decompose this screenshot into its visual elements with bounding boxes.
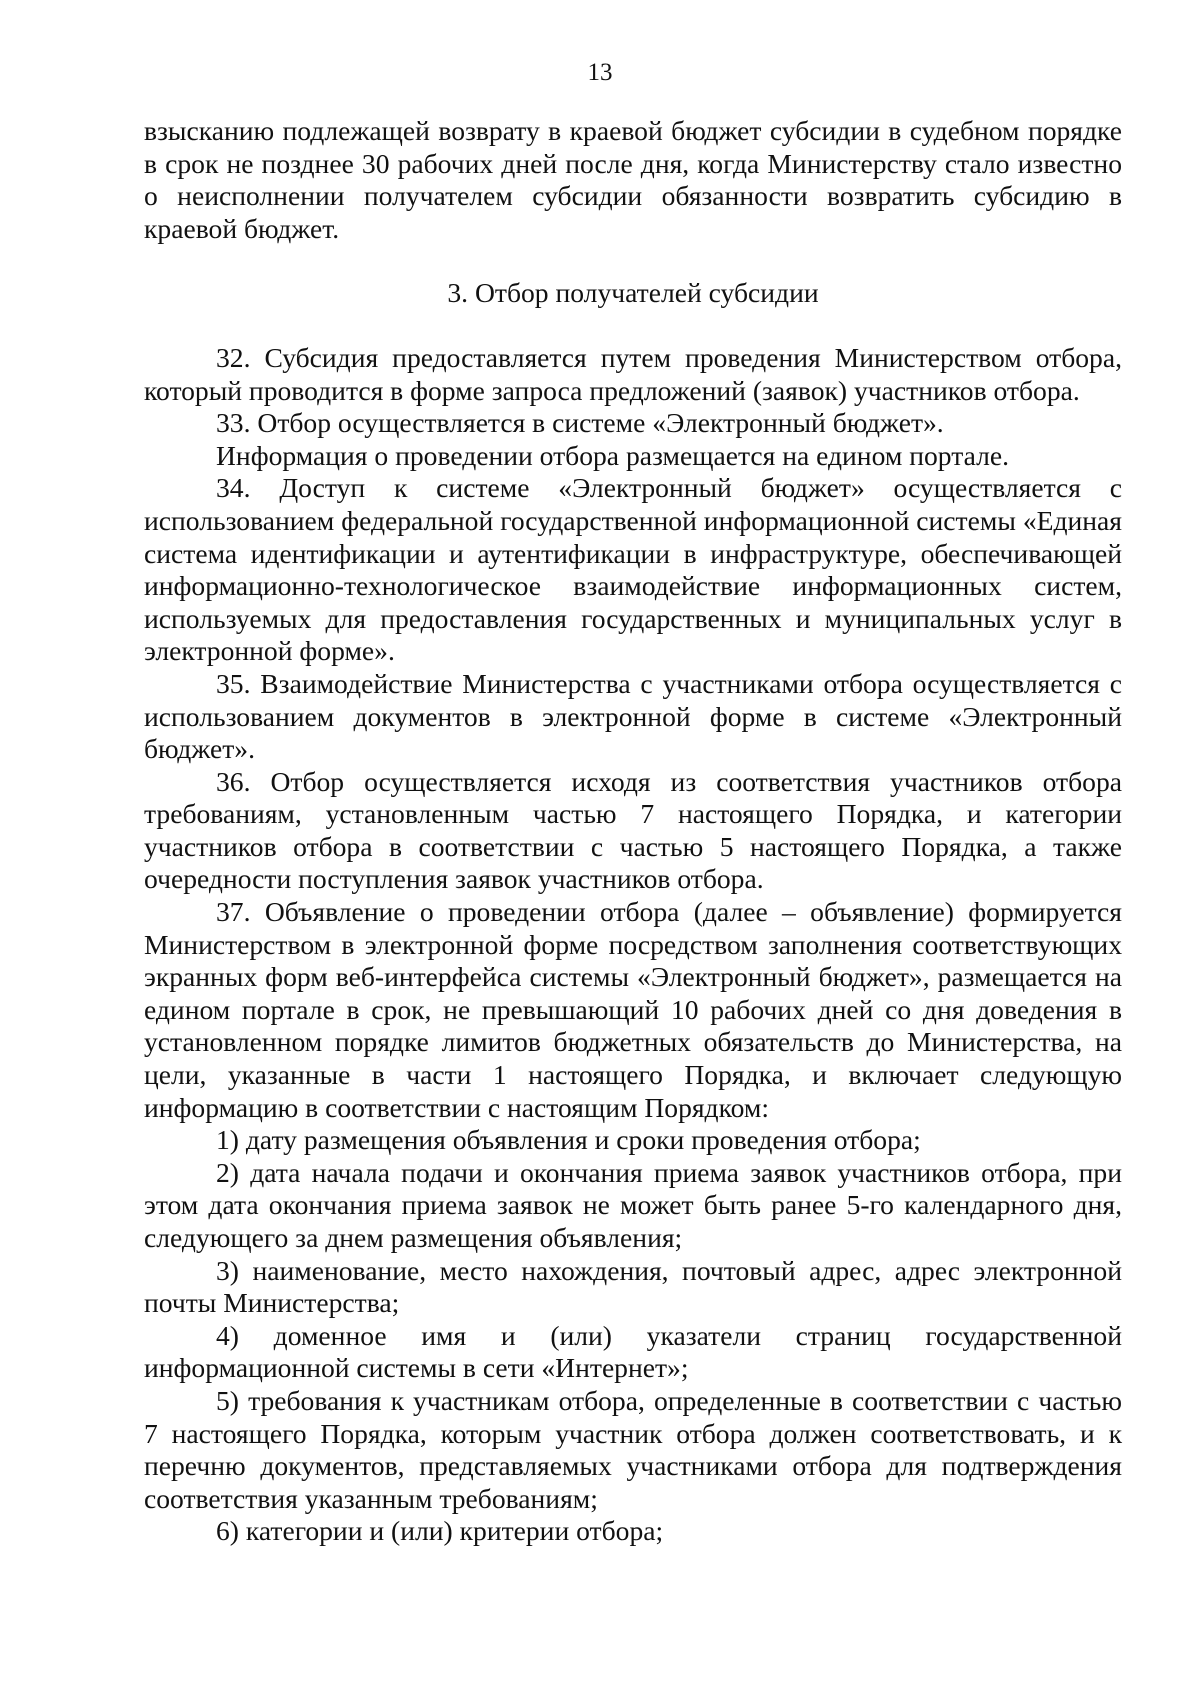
paragraph-36: 36. Отбор осуществляется исходя из соответствия участников отбора требованиям, установленным частью 7 настоящего Порядка, и категории участников отбора в соответствии с частью 5 настоящего Порядка, а также очередности поступления заявок участников отбора. bbox=[144, 765, 1122, 895]
list-item-6: 6) категории и (или) критерии отбора; bbox=[216, 1515, 664, 1547]
document-body bbox=[144, 115, 1122, 1548]
list-item-4: 4) доменное имя и (или) указатели страниц государственной информационной системы в сети «Интернет»; bbox=[144, 1319, 1122, 1384]
list-item-5: 5) требования к участникам отбора, определенные в соответствии с частью 7 настоящего Порядка, которым участник отбора должен соответствовать, и к перечню документов, представляемых участниками отбора для подтверждения соответствия указанным требованиям; bbox=[144, 1384, 1122, 1514]
paragraph-35: 35. Взаимодействие Министерства с участниками отбора осуществляется с использованием документов в электронной форме в системе «Электронный бюджет». bbox=[144, 667, 1122, 765]
paragraph-34: 34. Доступ к системе «Электронный бюджет» осуществляется с использованием федеральной государственной информационной системы «Единая система идентификации и аутентификации в инфраструктуре, обеспечивающей информационно-технологическое взаимодействие информационных систем, используемых для предоставления государственных и муниципальных услуг в электронной форме». bbox=[144, 472, 1122, 667]
list-item-1: 1) дату размещения объявления и сроки проведения отбора; bbox=[216, 1124, 921, 1156]
list-item-2: 2) дата начала подачи и окончания приема заявок участников отбора, при этом дата окончания приема заявок не может быть ранее 5-го календарного дня, следующего за днем размещения объявления; bbox=[144, 1156, 1122, 1253]
section-heading: 3. Отбор получателей субсидии bbox=[447, 277, 819, 309]
paragraph-32: 32. Субсидия предоставляется путем проведения Министерством отбора, который проводится в форме запроса предложений (заявок) участников отбора. bbox=[144, 341, 1122, 406]
page-number: 13 bbox=[587, 59, 613, 86]
paragraph-33: 33. Отбор осуществляется в системе «Электронный бюджет». bbox=[216, 407, 944, 439]
list-item-3: 3) наименование, место нахождения, почтовый адрес, адрес электронной почты Министерства; bbox=[144, 1254, 1122, 1319]
paragraph-33-info: Информация о проведении отбора размещается на едином портале. bbox=[216, 439, 1009, 471]
paragraph-37: 37. Объявление о проведении отбора (далее – объявление) формируется Министерством в электронной форме посредством заполнения соответствующих экранных форм веб-интерфейса системы «Электронный бюджет», размещается на едином портале в срок, не превышающий 10 рабочих дней со дня доведения в установленном порядке лимитов бюджетных обязательств до Министерства, на цели, указанные в части 1 настоящего Порядка, и включает следующую информацию в соответствии с настоящим Порядком: bbox=[144, 896, 1122, 1123]
continuation-paragraph: взысканию подлежащей возврату в краевой бюджет субсидии в судебном порядке в срок не позднее 30 рабочих дней после дня, когда Министерству стало известно о неисполнении получателем субсидии обязанности возвратить субсидию в краевой бюджет. bbox=[144, 115, 1122, 244]
